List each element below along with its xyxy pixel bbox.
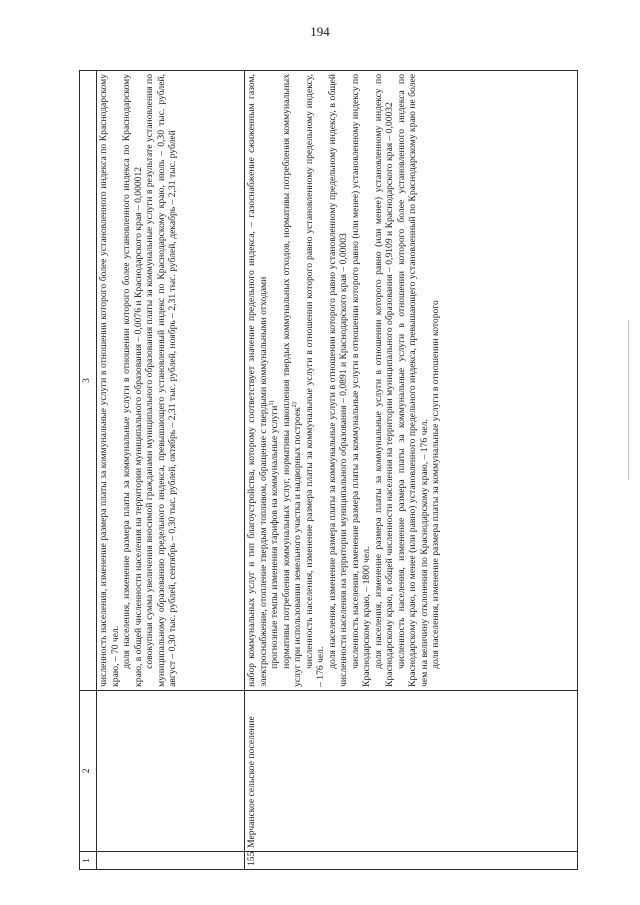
rotated-table-container: [79, 70, 578, 870]
table-row-155: [245, 71, 578, 870]
cont-name-cell: [97, 690, 245, 851]
table-header-row: [80, 71, 97, 870]
rotated-table-area: [79, 70, 578, 870]
cont-paragraph: совокупная сумма увеличения вносимой гражданами муниципального образования платы за коммунальные услуги в результате установления по муниципальному образованию предельного индекса, превышающего установленный индекс по Краснодарскому краю, июль – 0,30 тыс. рублей, август – 0,30 тыс. рублей, сентябрь – 0,30 тыс. рублей, октябрь – 2,31 тыс. рублей, ноябрь – 2,31 тыс. рублей, декабрь – 2,31 тыс. рублей: [144, 74, 178, 687]
cont-paragraph: численность населения, изменение размера платы за коммунальные услуги в отношении которого более установленного индекса по Краснодарскому краю, – 70 чел.: [98, 74, 121, 687]
footnote-marker: 2): [291, 402, 298, 408]
header-col-2: 2: [80, 690, 97, 851]
row-paragraph: численность населения, изменение размера платы за коммунальные услуги в отношении которого равно (или менее) установленному индексу по Краснодарскому краю, – 1800 чел.: [349, 74, 372, 687]
row-number: 155: [245, 851, 578, 869]
row-paragraph: доля населения, изменение размера платы за коммунальные услуги в отношении которого равно (или менее) установленному индексу по Краснодарскому краю, в общей численности населения на территории муниципального образования – 0,9109 и Краснодарского края – 0,00032: [372, 74, 395, 687]
cont-paragraph: доля населения, изменение размера платы за коммунальные услуги в отношении которого более установленного индекса по Краснодарскому краю, в общей численности населения на территории муниципального образования – 0,0076 и Краснодарского края – 0,000012: [121, 74, 144, 687]
row-155-text-cell: [245, 71, 578, 691]
row-paragraph: [281, 74, 304, 687]
scan-edge-mark: [628, 320, 629, 480]
row-paragraph-text: прогнозные темпы изменения тарифов на коммунальные услуги: [269, 405, 280, 669]
row-paragraph-text: нормативы потребления коммунальных услуг, нормативы накопления твердых коммунальных отходов, нормативы потребления коммунальных услуг при использовании земельного участка и надворных построек: [280, 74, 303, 687]
header-col-3: 3: [80, 71, 97, 691]
row-paragraph: доля населения, изменение размера платы за коммунальные услуги в отношении которого: [430, 300, 441, 669]
row-paragraph: численность населения, изменение размера платы за коммунальные услуги в отношении которого более установленного индекса по Краснодарскому краю, но менее (или равно) установленного предельного индекса, превышающего установленный по Краснодарскому краю не более чем на величину отклонения по Краснодарскому краю, – 176 чел.: [395, 74, 430, 687]
row-paragraph: набор коммунальных услуг и тип благоустройства, которому соответствует значение предельного индекса, – газоснабжение сжиженным газом, электроснабжение, отопление твердым топливом, обращение с твердыми коммунальными отходами: [246, 74, 269, 687]
row-paragraph: численность населения, изменение размера платы за коммунальные услуги в отношении которого равно установленному предельному индексу, – 176 чел.: [303, 74, 326, 687]
cont-num-cell: [97, 851, 245, 869]
tariff-table: [79, 70, 578, 870]
table-row-continuation: [97, 71, 245, 870]
footnote-marker: 1): [268, 400, 275, 406]
settlement-name: Мерчанское сельское поселение: [245, 690, 578, 851]
row-paragraph: [269, 74, 281, 687]
page-number: 194: [310, 24, 330, 39]
header-col-1: 1: [80, 851, 97, 869]
cont-text-cell: [97, 71, 245, 691]
row-paragraph: доля населения, изменение размера платы за коммунальные услуги в отношении которого равно установленному предельному индексу, в общей численности населения на территории муниципального образования – 0,0891 и Краснодарского края – 0,00003: [326, 74, 349, 687]
